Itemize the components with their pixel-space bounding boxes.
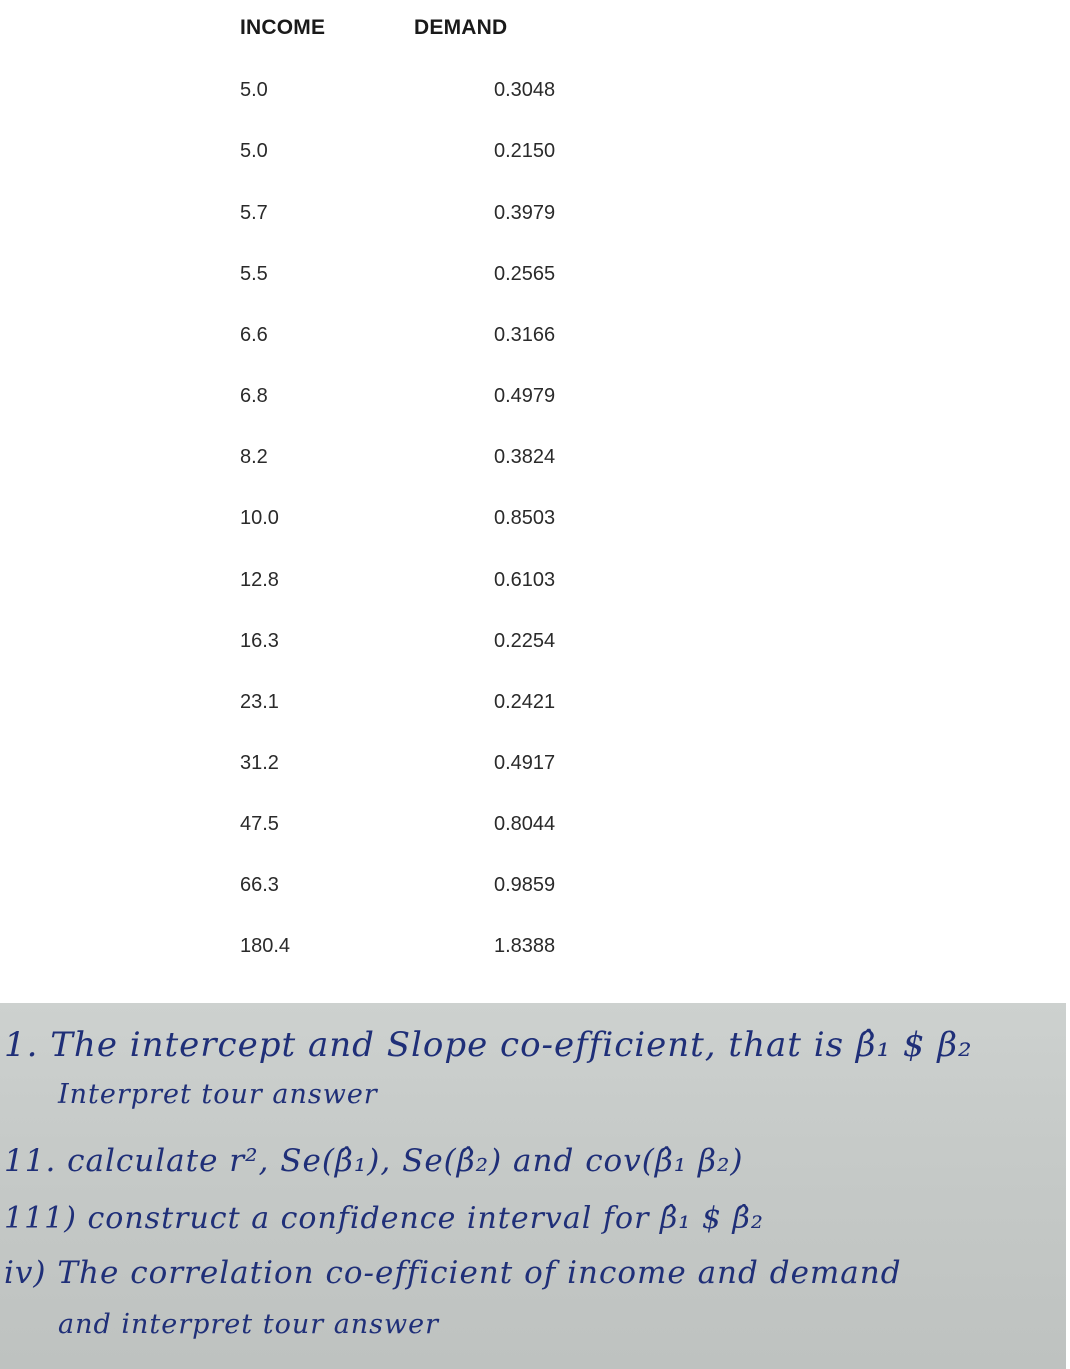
demand-cell: 0.3048 [494, 79, 556, 101]
table-row [0, 874, 1070, 904]
table-row [0, 446, 1070, 476]
handwritten-line-5: iv) The correlation co-efficient of income and demand [4, 1255, 902, 1291]
demand-cell: 0.8503 [494, 507, 556, 529]
handwritten-line-6: and interpret tour answer [58, 1309, 440, 1340]
income-cell: 5.0 [240, 79, 268, 101]
table-row [0, 202, 1070, 232]
demand-cell: 0.3166 [494, 324, 556, 346]
income-cell: 5.5 [240, 263, 268, 285]
demand-cell: 0.4979 [494, 385, 556, 407]
handwritten-note-photo [0, 1003, 1066, 1369]
demand-cell: 0.4917 [494, 752, 556, 774]
demand-cell: 0.3979 [494, 202, 556, 224]
demand-cell: 0.2565 [494, 263, 556, 285]
income-cell: 12.8 [240, 569, 279, 591]
table-row [0, 263, 1070, 293]
income-cell: 8.2 [240, 446, 268, 468]
income-cell: 6.8 [240, 385, 268, 407]
table-row [0, 691, 1070, 721]
table-row [0, 324, 1070, 354]
demand-cell: 0.2150 [494, 140, 556, 162]
income-cell: 6.6 [240, 324, 268, 346]
income-cell: 47.5 [240, 813, 279, 835]
demand-cell: 0.3824 [494, 446, 556, 468]
table-row [0, 385, 1070, 415]
handwritten-line-4: 111) construct a confidence interval for β̂₁ $ β̂₂ [4, 1201, 764, 1236]
table-row [0, 569, 1070, 599]
income-cell: 10.0 [240, 507, 279, 529]
income-cell: 180.4 [240, 935, 291, 957]
table-row [0, 79, 1070, 109]
income-cell: 5.7 [240, 202, 268, 224]
demand-cell: 0.6103 [494, 569, 556, 591]
income-cell: 5.0 [240, 140, 268, 162]
demand-cell: 0.2421 [494, 691, 556, 713]
photo-right-margin [1066, 1003, 1070, 1369]
table-row [0, 813, 1070, 843]
income-column-header: INCOME [240, 16, 326, 39]
income-cell: 16.3 [240, 630, 279, 652]
demand-cell: 0.9859 [494, 874, 556, 896]
demand-cell: 0.2254 [494, 630, 556, 652]
table-row [0, 507, 1070, 537]
table-row [0, 140, 1070, 170]
demand-column-header: DEMAND [414, 16, 508, 39]
table-row [0, 630, 1070, 660]
table-row [0, 752, 1070, 782]
demand-cell: 1.8388 [494, 935, 556, 957]
demand-cell: 0.8044 [494, 813, 556, 835]
income-cell: 31.2 [240, 752, 279, 774]
income-cell: 66.3 [240, 874, 279, 896]
table-row [0, 935, 1070, 965]
income-cell: 23.1 [240, 691, 279, 713]
handwritten-line-3: 11. calculate r², Se(β̂₁), Se(β̂₂) and cov(β̂₁ β₂) [4, 1143, 744, 1179]
handwritten-line-1: 1. The intercept and Slope co-efficient, that is β̂₁ $ β₂ [4, 1025, 973, 1065]
handwritten-line-2: Interpret tour answer [58, 1079, 378, 1110]
